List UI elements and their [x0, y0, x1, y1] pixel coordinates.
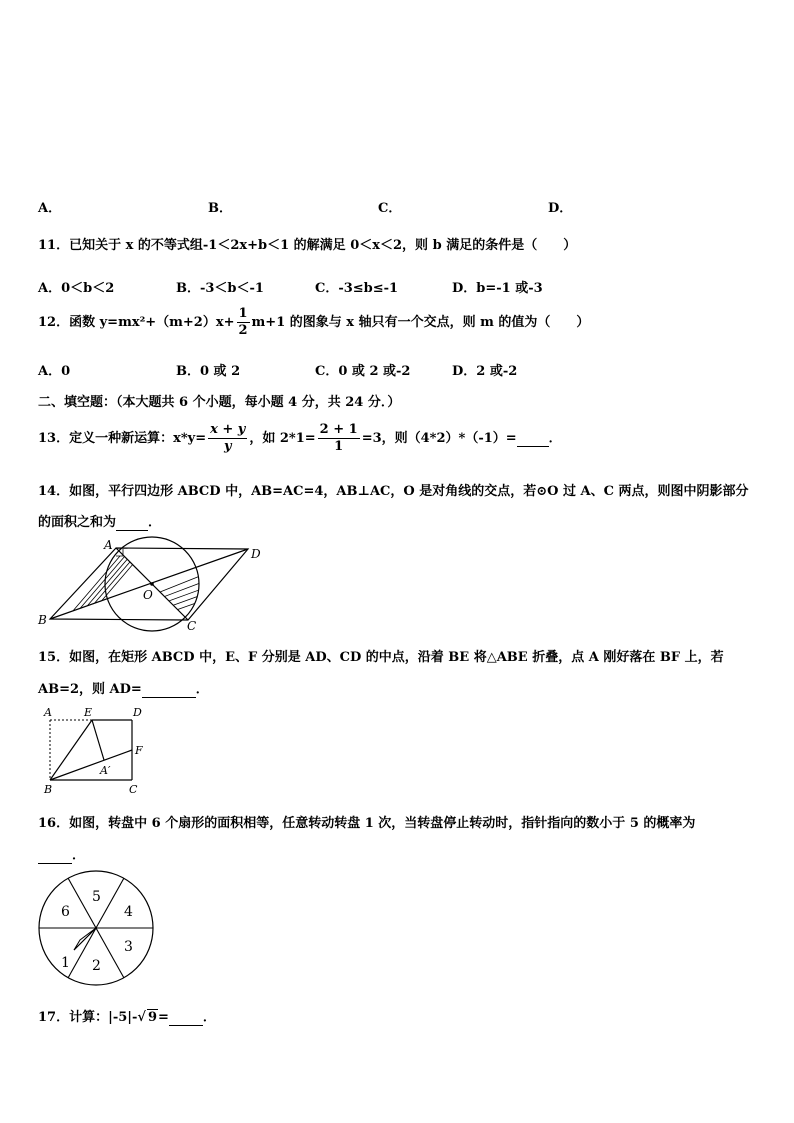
sector-label-5: 5	[92, 889, 101, 905]
question-17	[38, 1006, 216, 1026]
section-heading: 二、填空题：（本大题共 6 个小题，每小题 4 分，共 24 分．）	[38, 395, 401, 410]
question-text-line2: 的面积之和为	[38, 515, 117, 530]
question-end: ．	[195, 682, 209, 697]
label-d: D	[133, 706, 142, 719]
question-end: ．	[148, 515, 162, 530]
label-a: A	[44, 706, 52, 719]
fraction-half	[237, 306, 250, 339]
label-c: C	[187, 619, 197, 632]
q12-option-a: A．0	[38, 364, 71, 379]
segment-bf	[50, 750, 132, 780]
answer-blank[interactable]	[517, 431, 549, 447]
question-16	[38, 812, 695, 831]
sector-label-1: 1	[61, 955, 70, 971]
q12-option-c: C．0 或 2 或-2	[315, 364, 411, 379]
q11-option-b: B．-3＜b＜-1	[176, 281, 264, 296]
question-number: 12．	[38, 315, 70, 330]
question-15-line2	[38, 678, 209, 698]
label-c: C	[129, 783, 138, 796]
choice-b-top: B．	[208, 201, 232, 216]
segment-be	[50, 720, 92, 780]
question-text-line2: AB=2，则 AD=	[38, 682, 142, 697]
choice-a-top: A．	[38, 201, 62, 216]
label-b: B	[44, 783, 53, 796]
q11-option-c: C．-3≤b≤-1	[315, 281, 399, 296]
question-text-line1: 如图，在矩形 ABCD 中，E、F 分别是 AD、CD 的中点，沿着 BE 将△ABE 折叠，点 A 刚好落在 BF 上，若	[69, 650, 724, 665]
sector-label-6: 6	[61, 904, 70, 920]
fraction-xy	[208, 422, 247, 455]
question-text-a: 计算：|-5|-	[69, 1010, 138, 1025]
q11-option-d: D．b=-1 或-3	[452, 281, 543, 296]
question-text-b: =	[157, 1010, 169, 1025]
label-b: B	[38, 613, 47, 627]
sqrt-radicand: 9	[147, 1010, 157, 1025]
sqrt-sign-icon: √	[137, 1010, 146, 1025]
choice-c-top: C．	[378, 201, 402, 216]
question-text-line1: 如图，平行四边形 ABCD 中，AB=AC=4，AB⊥AC，O 是对角线的交点，若⊙O 过 A、C 两点，则图中阴影部分	[69, 484, 749, 499]
fraction-example	[318, 422, 360, 455]
sector-label-4: 4	[124, 904, 133, 920]
segment-ea2	[92, 720, 104, 760]
question-text-b: ，如 2*1=	[249, 431, 316, 446]
fraction-denominator: y	[223, 439, 232, 454]
question-number: 16．	[38, 816, 70, 831]
label-o: O	[143, 588, 153, 602]
center-point-o	[150, 582, 154, 586]
question-number: 11．	[38, 238, 70, 253]
question-16-line2	[38, 844, 85, 864]
fraction-numerator: 2 + 1	[319, 422, 358, 437]
spinner-figure	[36, 870, 160, 988]
question-end: ．	[202, 1010, 216, 1025]
label-a: A	[104, 538, 113, 552]
label-a-prime: A′	[100, 764, 111, 777]
question-11	[38, 234, 576, 253]
fraction-numerator: x + y	[210, 422, 246, 437]
parallelogram-circle-figure	[30, 536, 270, 632]
answer-blank[interactable]	[169, 1010, 203, 1026]
question-text-b: m+1 的图象与 x 轴只有一个交点，则 m 的值为（ ）	[251, 315, 590, 330]
question-15	[38, 646, 724, 665]
question-text-a: 函数 y=mx²+（m+2）x+	[69, 315, 235, 330]
fraction-denominator: 1	[334, 439, 344, 454]
answer-blank[interactable]	[116, 515, 148, 531]
question-number: 14．	[38, 484, 70, 499]
question-14	[38, 480, 748, 499]
question-12	[38, 306, 589, 339]
question-end: ．	[548, 431, 562, 446]
question-number: 13．	[38, 431, 70, 446]
label-f: F	[135, 744, 143, 757]
question-13	[38, 422, 562, 455]
rectangle-fold-figure	[36, 702, 156, 798]
q11-option-a: A．0＜b＜2	[38, 281, 115, 296]
q12-option-d: D．2 或-2	[452, 364, 518, 379]
question-end: ．	[72, 848, 86, 863]
question-text-line1: 如图，转盘中 6 个扇形的面积相等，任意转动转盘 1 次，当转盘停止转动时，指针指向的数小于 5 的概率为	[69, 816, 696, 831]
sector-label-2: 2	[92, 958, 101, 974]
answer-blank[interactable]	[38, 848, 72, 864]
question-text: 已知关于 x 的不等式组-1＜2x+b＜1 的解满足 0＜x＜2，则 b 满足的条件是（ ）	[69, 238, 577, 253]
question-text-c: =3，则（4*2）*（-1）=	[361, 431, 517, 446]
question-number: 15．	[38, 650, 70, 665]
question-number: 17．	[38, 1010, 70, 1025]
question-14-line2	[38, 511, 161, 531]
answer-blank[interactable]	[142, 682, 196, 698]
sector-label-3: 3	[124, 939, 133, 955]
choice-d-top: D．	[548, 201, 573, 216]
fraction-denominator: 2	[238, 323, 248, 338]
fraction-numerator: 1	[238, 306, 248, 321]
label-d: D	[251, 547, 261, 561]
label-e: E	[84, 706, 93, 719]
q12-option-b: B．0 或 2	[176, 364, 241, 379]
question-text-a: 定义一种新运算：x*y=	[69, 431, 207, 446]
